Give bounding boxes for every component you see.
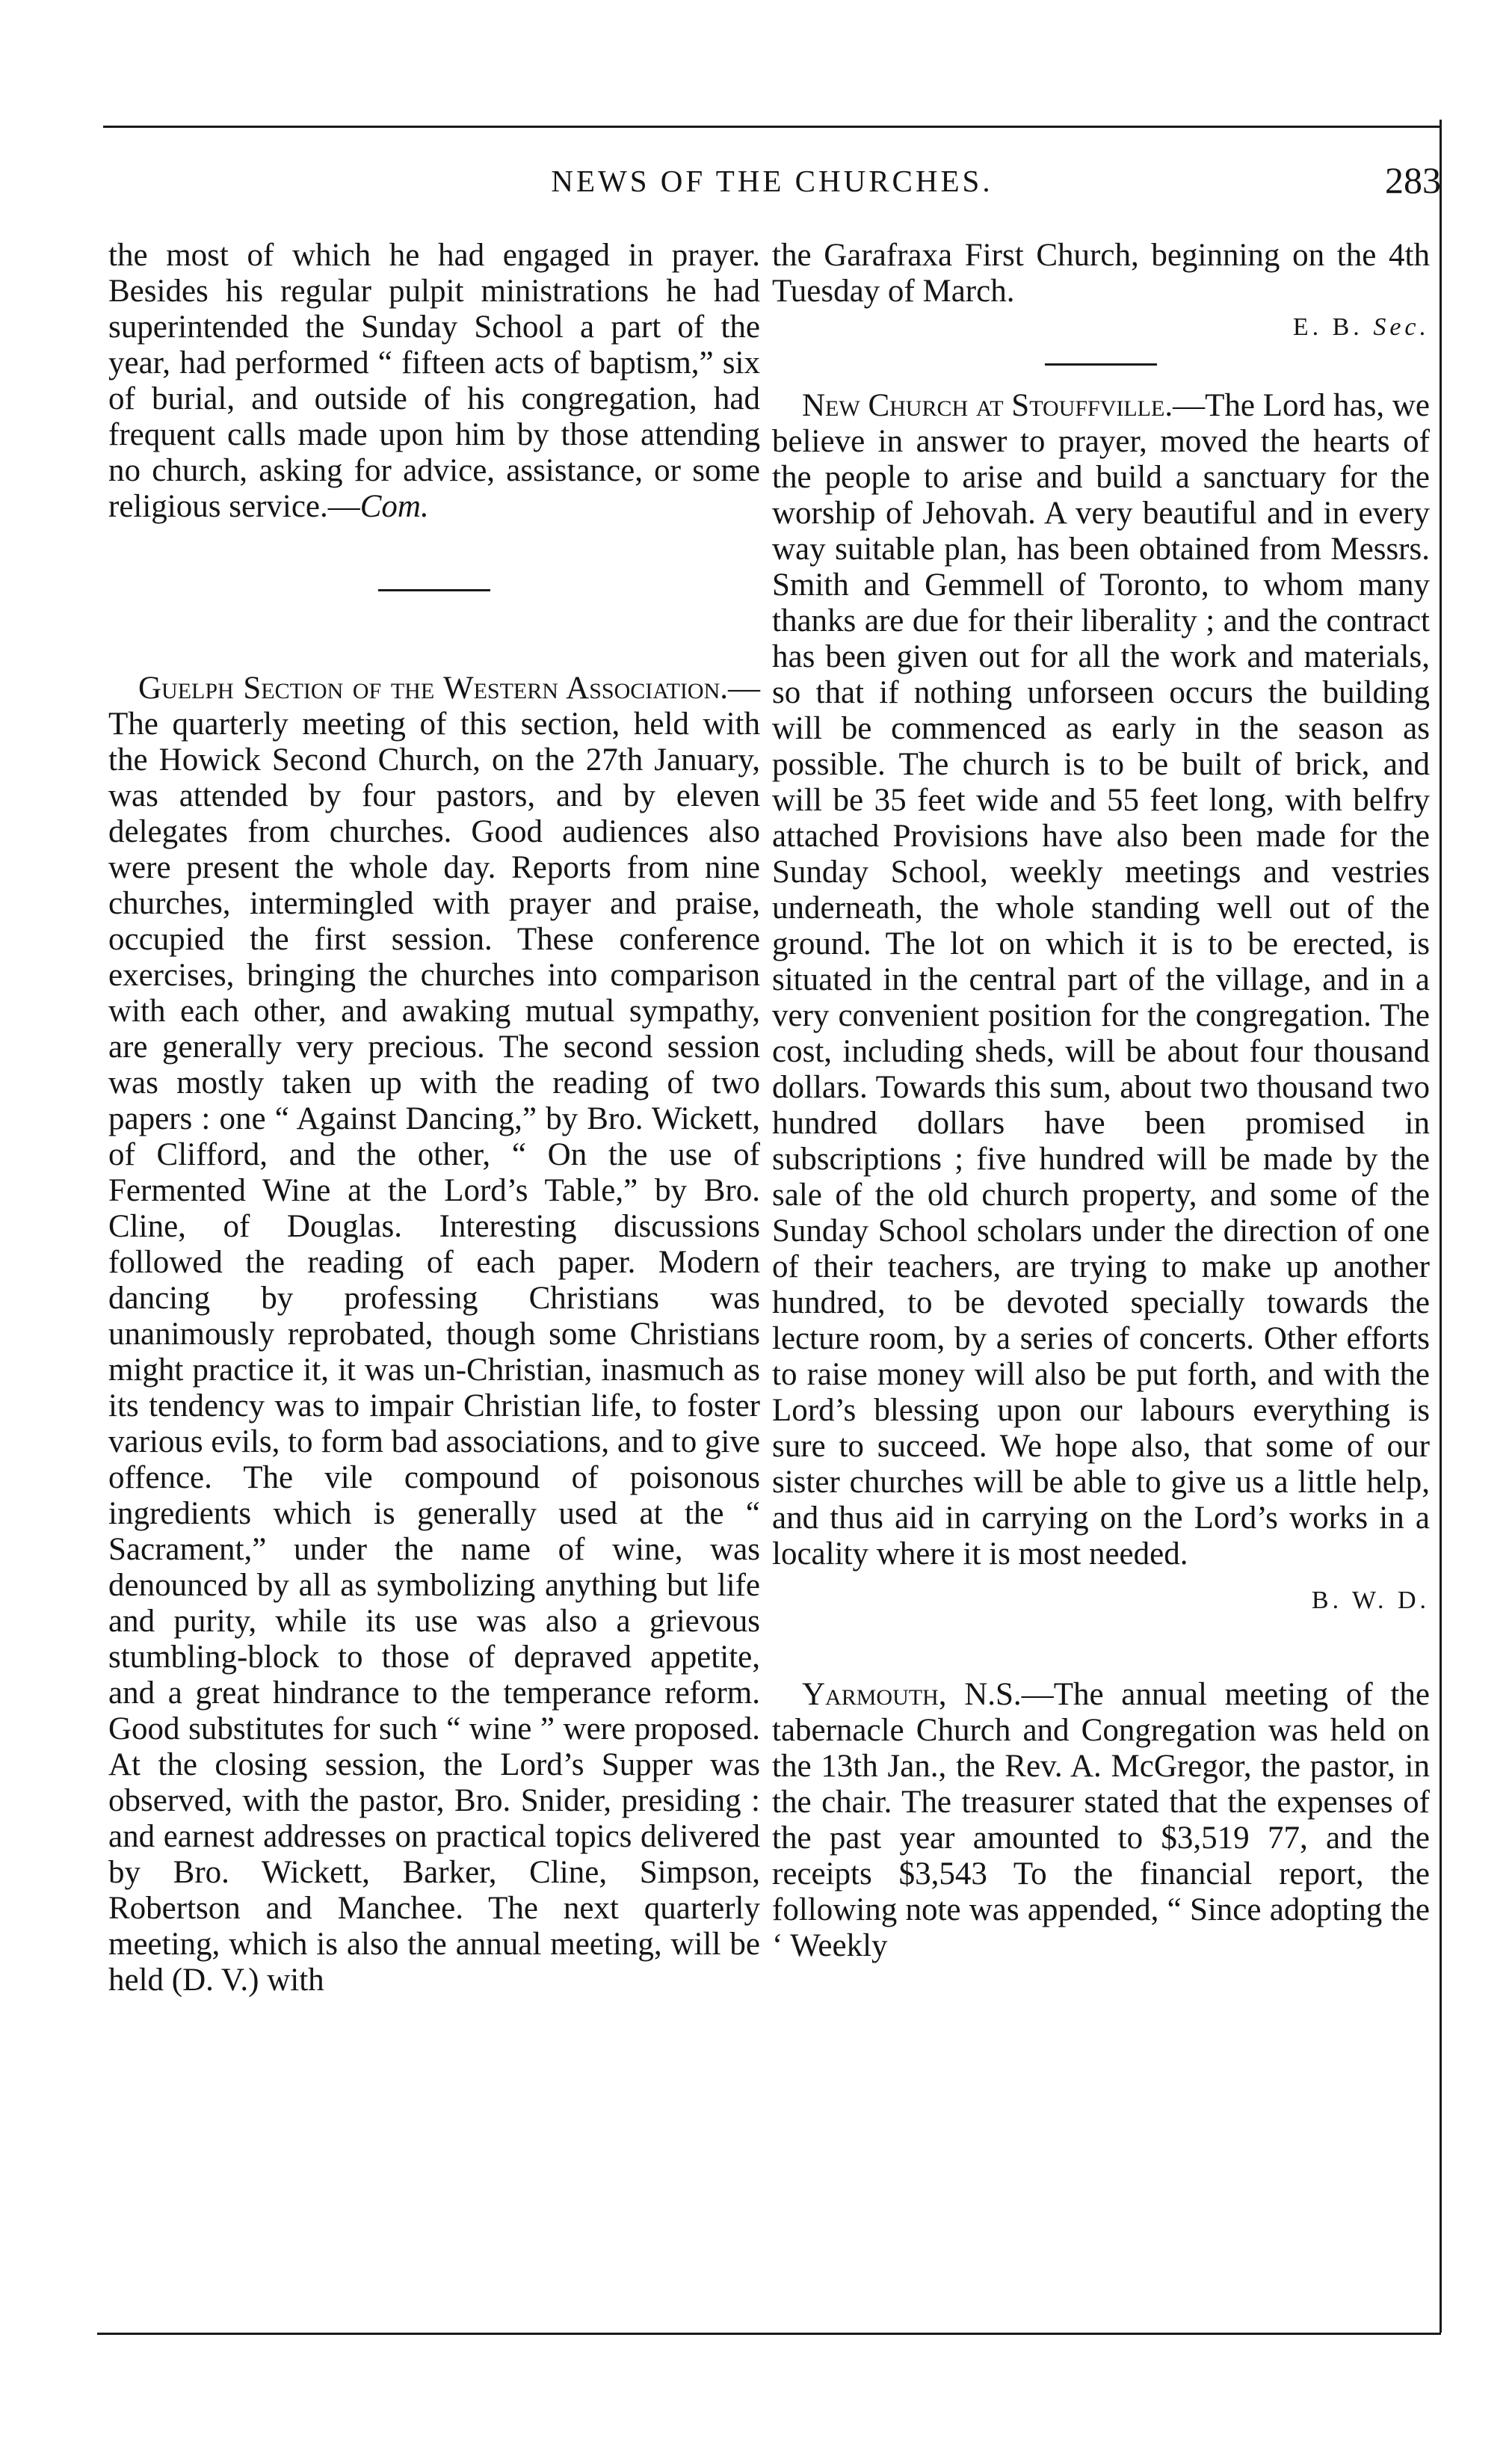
stouffville-body: —The Lord has, we believe in answer to prayer, moved the hearts of the people to arise and build a sanctuary for the worship of Jehovah. A very beautiful and in every way suitable plan, has been obtained from Messrs. Smith and Gemmell of Toronto, to whom many thanks are due for their liberality ; and the contract has been given out for all the work and materials, so that if nothing unforseen occurs the building will be commenced as early in the season as possible. The church is to be built of brick, and will be 35 feet wide and 55 feet long, with belfry attached Provisions have also been made for the Sunday School, weekly meetings and vestries underneath, the whole standing well out of the ground. The lot on which it is to be erected, is situated in the central part of the village, and in a very convenient position for the congregation. The cost, including sheds, will be about four thousand dollars. Towards this sum, about two thousand two hundred dollars have been promised in subscriptions ; five hundred will be made by the sale of the old church property, and some of the Sunday School scholars under the direction of one of their teachers, are trying to make up another hundred, to be devoted specially towards the lecture room, by a series of concerts. Other efforts to raise money will also be put forth, and with the Lord’s blessing upon our labours everything is sure to succeed. We hope also, that some of our sister churches will be able to give us a little help, and thus aid in carrying on the Lord’s works in a locality where it is most needed. — [772, 388, 1430, 1572]
section-gap — [772, 345, 1430, 363]
signature-title: Sec. — [1373, 313, 1430, 341]
running-head — [103, 158, 1441, 211]
stouffville-heading: New Church at Stouffville. — [802, 388, 1173, 423]
page-number: 283 — [1385, 159, 1441, 201]
continued-text: the most of which he had engaged in prayer. Besides his regular pulpit ministrations he had superintended the Sunday School a part of the year, had performed “ fifteen acts of baptism,” six of burial, and outside of his congregation, had frequent calls made upon him by those attending no church, asking for advice, assistance, or some religious service.— — [108, 238, 760, 524]
contributor-signoff: Com. — [360, 489, 429, 524]
left-column — [108, 238, 760, 1998]
guelph-article — [108, 671, 760, 1998]
top-rule — [103, 126, 1441, 128]
continued-paragraph — [108, 238, 760, 525]
yarmouth-article — [772, 1677, 1430, 1964]
signature-bwd: B. W. D. — [1311, 1586, 1430, 1614]
signature-secretary — [772, 310, 1430, 345]
bottom-rule — [97, 2333, 1441, 2335]
section-gap — [108, 525, 760, 589]
stouffville-article — [772, 388, 1430, 1572]
right-column — [772, 238, 1430, 1964]
signature-initials: E. B. — [1292, 313, 1363, 341]
continued-paragraph-right — [772, 238, 1430, 310]
section-gap — [772, 366, 1430, 388]
guelph-body: —The quarterly meeting of this section, held with the Howick Second Church, on the 27th January, was attended by four pastors, and by eleven delegates from churches. Good audiences also were present the whole day. Reports from nine churches, intermingled with prayer and praise, occupied the first session. These conference exercises, bringing the churches into comparison with each other, and awaking mutual sympathy, are generally very precious. The second session was mostly taken up with the reading of two papers : one “ Against Dancing,” by Bro. Wickett, of Clifford, and the other, “ On the use of Fermented Wine at the Lord’s Table,” by Bro. Cline, of Douglas. Interesting discussions followed the reading of each paper. Modern dancing by professing Christians was unanimously reprobated, though some Christians might practice it, it was un-Christian, inasmuch as its tendency was to impair Christian life, to foster various evils, to form bad associations, and to give offence. The vile compound of poisonous ingredients which is generally used at the “ Sacrament,” under the name of wine, was denounced by all as symbolizing anything but life and purity, while its use was also a grievous stumbling-block to those of depraved appetite, and a great hindrance to the temperance reform. Good substitutes for such “ wine ” were proposed. At the closing session, the Lord’s Supper was observed, with the pastor, Bro. Snider, presiding : and earnest addresses on practical topics delivered by Bro. Wickett, Barker, Cline, Simpson, Robertson and Manchee. The next quarterly meeting, which is also the annual meeting, will be held (D. V.) with — [108, 671, 760, 1998]
guelph-heading: Guelph Section of the Western Association. — [138, 671, 728, 706]
right-margin-rule — [1440, 120, 1442, 2333]
running-head-title: NEWS OF THE CHURCHES. — [551, 164, 993, 198]
section-gap — [108, 591, 760, 671]
yarmouth-heading: Yarmouth, N.S. — [802, 1677, 1022, 1712]
continued-text-right: the Garafraxa First Church, beginning on the 4th Tuesday of March. — [772, 238, 1430, 309]
yarmouth-body: —The annual meeting of the tabernacle Church and Congregation was held on the 13th Jan., the Rev. A. McGregor, the pastor, in the chair. The treasurer stated that the expenses of the past year amounted to $3,519 77, and the receipts $3,543 To the financial report, the following note was appended, “ Since adopting the ‘ Weekly — [772, 1677, 1430, 1963]
